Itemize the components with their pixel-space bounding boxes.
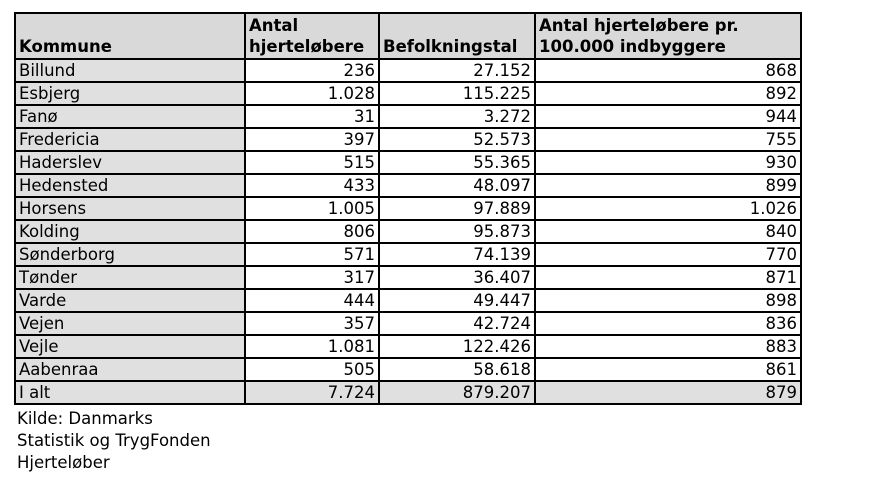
cell-befolkning: 27.152 xyxy=(379,59,535,82)
table-body xyxy=(15,59,801,404)
cell-antal: 31 xyxy=(245,105,379,128)
table-row xyxy=(15,220,801,243)
table-row xyxy=(15,174,801,197)
cell-per-100000: 930 xyxy=(535,151,801,174)
total-befolkning: 879.207 xyxy=(379,381,535,404)
total-row xyxy=(15,381,801,404)
cell-kommune: Fanø xyxy=(15,105,245,128)
cell-kommune: Vejle xyxy=(15,335,245,358)
table-row xyxy=(15,312,801,335)
table-row xyxy=(15,128,801,151)
cell-befolkning: 74.139 xyxy=(379,243,535,266)
cell-kommune: Hedensted xyxy=(15,174,245,197)
heart-runner-table xyxy=(14,12,802,405)
cell-per-100000: 770 xyxy=(535,243,801,266)
cell-per-100000: 1.026 xyxy=(535,197,801,220)
table-row xyxy=(15,105,801,128)
table-row xyxy=(15,59,801,82)
cell-antal: 1.028 xyxy=(245,82,379,105)
header-kommune: Kommune xyxy=(15,13,245,59)
cell-antal: 317 xyxy=(245,266,379,289)
cell-per-100000: 883 xyxy=(535,335,801,358)
cell-antal: 1.005 xyxy=(245,197,379,220)
cell-befolkning: 97.889 xyxy=(379,197,535,220)
source-note xyxy=(17,408,257,474)
cell-antal: 357 xyxy=(245,312,379,335)
cell-per-100000: 836 xyxy=(535,312,801,335)
cell-kommune: Billund xyxy=(15,59,245,82)
cell-befolkning: 52.573 xyxy=(379,128,535,151)
total-antal: 7.724 xyxy=(245,381,379,404)
cell-antal: 236 xyxy=(245,59,379,82)
cell-antal: 1.081 xyxy=(245,335,379,358)
document-page xyxy=(14,12,802,474)
cell-befolkning: 42.724 xyxy=(379,312,535,335)
header-antal-hjertelobere: Antal hjerteløbere xyxy=(245,13,379,59)
header-per-100000: Antal hjerteløbere pr. 100.000 indbyggere xyxy=(535,13,801,59)
total-per-100000: 879 xyxy=(535,381,801,404)
cell-per-100000: 899 xyxy=(535,174,801,197)
cell-antal: 806 xyxy=(245,220,379,243)
cell-per-100000: 868 xyxy=(535,59,801,82)
source-line: Hjerteløber xyxy=(17,453,110,472)
cell-kommune: Haderslev xyxy=(15,151,245,174)
table-row xyxy=(15,82,801,105)
cell-per-100000: 861 xyxy=(535,358,801,381)
cell-kommune: Vejen xyxy=(15,312,245,335)
cell-antal: 571 xyxy=(245,243,379,266)
cell-kommune: Tønder xyxy=(15,266,245,289)
cell-antal: 444 xyxy=(245,289,379,312)
table-row xyxy=(15,151,801,174)
cell-antal: 515 xyxy=(245,151,379,174)
table-row xyxy=(15,289,801,312)
cell-kommune: Sønderborg xyxy=(15,243,245,266)
cell-per-100000: 898 xyxy=(535,289,801,312)
cell-befolkning: 3.272 xyxy=(379,105,535,128)
table-row xyxy=(15,358,801,381)
header-befolkningstal: Befolkningstal xyxy=(379,13,535,59)
total-label: I alt xyxy=(15,381,245,404)
cell-per-100000: 840 xyxy=(535,220,801,243)
cell-per-100000: 892 xyxy=(535,82,801,105)
cell-befolkning: 58.618 xyxy=(379,358,535,381)
cell-kommune: Esbjerg xyxy=(15,82,245,105)
cell-kommune: Fredericia xyxy=(15,128,245,151)
cell-befolkning: 36.407 xyxy=(379,266,535,289)
cell-befolkning: 95.873 xyxy=(379,220,535,243)
cell-kommune: Kolding xyxy=(15,220,245,243)
cell-antal: 397 xyxy=(245,128,379,151)
cell-kommune: Aabenraa xyxy=(15,358,245,381)
cell-per-100000: 755 xyxy=(535,128,801,151)
cell-kommune: Varde xyxy=(15,289,245,312)
cell-befolkning: 55.365 xyxy=(379,151,535,174)
table-row xyxy=(15,197,801,220)
cell-per-100000: 871 xyxy=(535,266,801,289)
cell-antal: 505 xyxy=(245,358,379,381)
cell-befolkning: 48.097 xyxy=(379,174,535,197)
table-row xyxy=(15,243,801,266)
table-row xyxy=(15,335,801,358)
cell-befolkning: 115.225 xyxy=(379,82,535,105)
table-header-row xyxy=(15,13,801,59)
cell-antal: 433 xyxy=(245,174,379,197)
source-line: Kilde: Danmarks xyxy=(17,409,153,428)
cell-per-100000: 944 xyxy=(535,105,801,128)
cell-kommune: Horsens xyxy=(15,197,245,220)
table-row xyxy=(15,266,801,289)
cell-befolkning: 122.426 xyxy=(379,335,535,358)
cell-befolkning: 49.447 xyxy=(379,289,535,312)
source-line: Statistik og TrygFonden xyxy=(17,431,211,450)
